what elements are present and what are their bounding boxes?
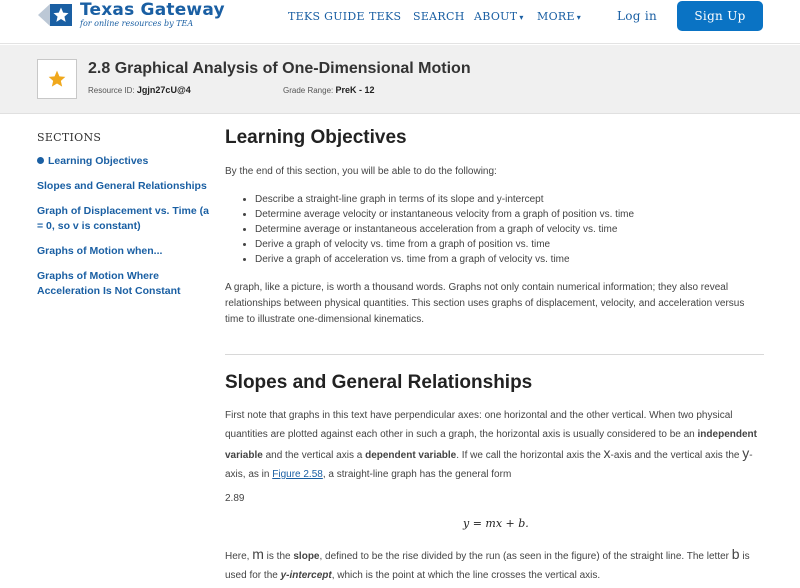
nav-search[interactable] [413,10,465,23]
logo-subtitle: for online resources by TEA [80,19,194,28]
math-y: y [742,445,750,461]
grade-range [283,85,375,95]
signup-button[interactable]: Sign Up [677,1,763,31]
text-run: Here, [225,551,253,562]
text-run: , a straight-line graph has the general form [322,469,512,480]
term-y-intercept: y-intercept [280,570,332,581]
text-run: is the [263,551,294,562]
text-run: is used for the [225,551,750,581]
resource-id-value: Jgjn27cU@4 [136,85,191,95]
slopes-heading: Slopes and General Relationships [225,372,533,393]
equation-number: 2.89 [225,493,245,504]
math-b: b [731,546,740,562]
lo-paragraph: A graph, like a picture, is worth a thousand words. Graphs not only contain numerical information; they also reveal relationships between physical quantities. This section uses graphs of displacement, velocity, and acceleration versus time to illustrate one-dimensional kinematics. [225,282,745,325]
text-run: , which is the point at which the line crosses the vertical axis. [331,570,601,581]
text-run: , defined to be the rise divided by the run (as seen in the figure) of the straight line. The letter [319,551,732,562]
equation: y = mx + b. [463,517,529,530]
list-item: • Derive a graph of velocity vs. time from a graph of position vs. time [255,237,763,252]
sidebar-item-slopes[interactable]: Slopes and General Relationships [37,180,207,192]
sidebar-item-acceleration-not-constant[interactable]: Graphs of Motion Where Acceleration Is Not Constant [37,270,181,297]
nav-label: TEKS GUIDE [288,10,365,23]
learning-objectives-heading: Learning Objectives [225,127,407,148]
section-divider [225,354,764,355]
sidebar-item-displacement-graph[interactable]: Graph of Displacement vs. Time (a = 0, so v is constant) [37,205,209,232]
chevron-down-icon: ▾ [519,13,524,22]
sections-heading: SECTIONS [37,131,102,144]
figure-link[interactable]: Figure 2.58 [272,469,323,480]
resource-header [0,45,800,114]
term-slope: slope [293,551,320,562]
grade-range-value: PreK - 12 [335,85,375,95]
term-dependent-variable: dependent variable [365,450,457,461]
resource-title: 2.8 Graphical Analysis of One-Dimensional Motion [88,60,471,77]
chevron-down-icon: ▾ [576,13,582,22]
text-run: -axis, as in [225,450,753,480]
term-independent-variable: independent variable [225,429,757,461]
math-m: m [252,546,264,562]
logo-star-icon [38,2,76,32]
top-navigation-bar [0,0,800,44]
text-run: . If we call the horizontal axis the [456,450,604,461]
list-item: • Determine average velocity or instantaneous velocity from a graph of position vs. time [255,207,763,222]
objectives-list [243,192,763,267]
nav-label: SEARCH [413,10,465,23]
sidebar-item-learning-objectives[interactable] [37,154,212,169]
nav-more[interactable] [537,10,581,23]
nav-teks-guide[interactable] [288,10,365,23]
resource-id-label: Resource ID: [88,86,135,95]
nav-label: ABOUT [474,10,518,23]
sidebar-item-graphs-of-motion[interactable]: Graphs of Motion when... [37,245,163,257]
list-item: • Describe a straight-line graph in terms of its slope and y-intercept [255,192,763,207]
sidebar-item-label: Learning Objectives [48,155,149,167]
nav-about[interactable] [474,10,524,23]
logo-title: Texas Gateway [80,0,225,20]
text-run: -axis and the vertical axis the [610,450,743,461]
slopes-paragraph-1 [225,406,765,484]
nav-label: TEKS [369,10,402,23]
nav-teks[interactable] [369,10,401,23]
text-run: First note that graphs in this text have perpendicular axes: one horizontal and the other vertical. When two physical quantities are plotted against each other in such a graph, the horizontal axis is usually considered to be an [225,410,733,440]
grade-range-label: Grade Range: [283,86,334,95]
slopes-paragraph-2 [225,545,765,585]
text-run: and the vertical axis a [262,450,366,461]
star-icon [47,69,67,89]
active-dot-icon [37,157,44,164]
login-link[interactable]: Log in [617,9,658,23]
nav-label: MORE [537,10,575,23]
sections-sidebar [37,131,212,309]
math-x: x [603,445,611,461]
texas-gateway-logo[interactable] [38,2,225,32]
favorite-button[interactable] [37,59,77,99]
lo-intro: By the end of this section, you will be able to do the following: [225,166,497,177]
list-item: • Determine average or instantaneous acceleration from a graph of velocity vs. time [255,222,763,237]
resource-id [88,85,191,95]
list-item: • Derive a graph of acceleration vs. time from a graph of velocity vs. time [255,252,763,267]
